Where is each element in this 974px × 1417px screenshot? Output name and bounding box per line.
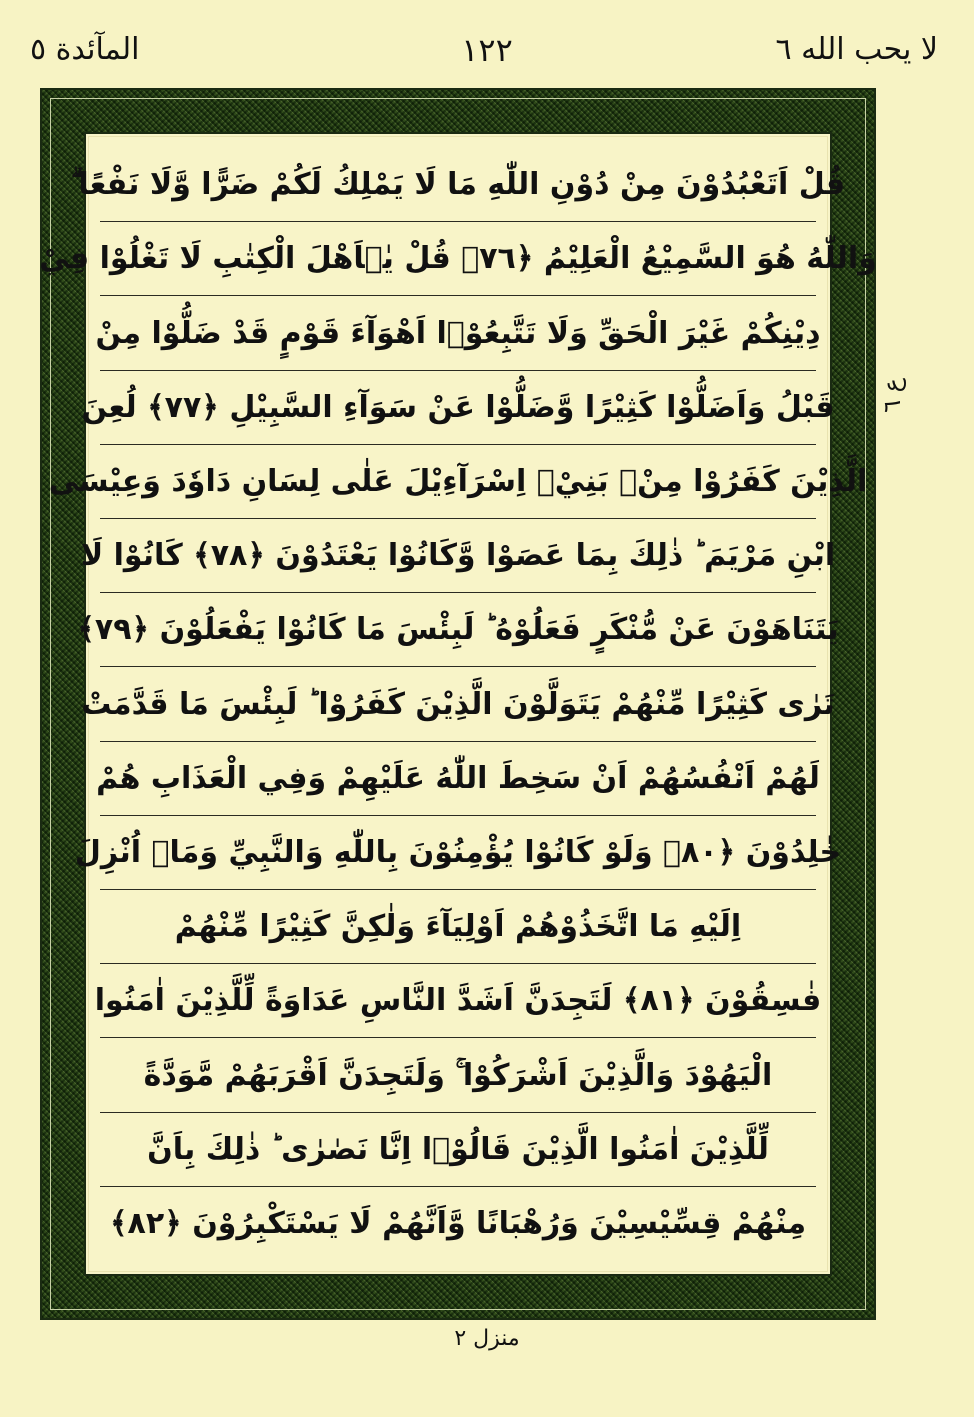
verse-line: تَرٰى كَثِيْرًا مِّنْهُمْ يَتَوَلَّوْنَ الَّذِيْنَ كَفَرُوْا ؕ لَبِئْسَ مَا قَدَّمَتْ: [100, 667, 816, 741]
verse-line: الْيَهُوْدَ وَالَّذِيْنَ اَشْرَكُوْا ۚ وَلَتَجِدَنَّ اَقْرَبَهُمْ مَّوَدَّةً: [100, 1038, 816, 1112]
verse-line: ابْنِ مَرْيَمَ ؕ ذٰلِكَ بِمَا عَصَوْا وَّكَانُوْا يَعْتَدُوْنَ ﴿٧٨﴾ كَانُوْا لَا: [100, 519, 816, 593]
verse-line: قُلْ اَتَعْبُدُوْنَ مِنْ دُوْنِ اللّٰهِ مَا لَا يَمْلِكُ لَكُمْ ضَرًّا وَّلَا نَفْعًا ۗ: [100, 148, 816, 222]
verse-line: وَاللّٰهُ هُوَ السَّمِيْعُ الْعَلِيْمُ ﴿٧٦﴾ قُلْ يٰۤاَهْلَ الْكِتٰبِ لَا تَغْلُوْا فِيْ: [100, 222, 816, 296]
verse-line: فٰسِقُوْنَ ﴿٨١﴾ لَتَجِدَنَّ اَشَدَّ النَّاسِ عَدَاوَةً لِّلَّذِيْنَ اٰمَنُوا: [100, 964, 816, 1038]
verse-line: اِلَيْهِ مَا اتَّخَذُوْهُمْ اَوْلِيَآءَ وَلٰكِنَّ كَثِيْرًا مِّنْهُمْ: [100, 890, 816, 964]
manzil-label: منزل ٢: [454, 1326, 520, 1351]
juz-title: لا يحب الله ٦: [775, 32, 938, 67]
surah-title: المآئدة ٥: [30, 32, 140, 67]
verse-line: الَّذِيْنَ كَفَرُوْا مِنْۢ بَنِيْۤ اِسْرَآءِيْلَ عَلٰى لِسَانِ دَاوٗدَ وَعِيْسَى: [100, 445, 816, 519]
verse-line: دِيْنِكُمْ غَيْرَ الْحَقِّ وَلَا تَتَّبِعُوْۤا اَهْوَآءَ قَوْمٍ قَدْ ضَلُّوْا مِنْ: [100, 296, 816, 370]
verse-lines: [39, 148, 877, 1260]
ornamental-border: [40, 88, 876, 1320]
verse-line: يَتَنَاهَوْنَ عَنْ مُّنْكَرٍ فَعَلُوْهُ ؕ لَبِئْسَ مَا كَانُوْا يَفْعَلُوْنَ ﴿٧٩﴾: [100, 593, 816, 667]
page-number: ١٢٢: [461, 31, 513, 69]
verse-line: قَبْلُ وَاَضَلُّوْا كَثِيْرًا وَّضَلُّوْا عَنْ سَوَآءِ السَّبِيْلِ ﴿٧٧﴾ لُعِنَ: [100, 371, 816, 445]
verse-line: خٰلِدُوْنَ ﴿٨٠﴾ وَلَوْ كَانُوْا يُؤْمِنُوْنَ بِاللّٰهِ وَالنَّبِيِّ وَمَاۤ اُنْزِلَ: [100, 816, 816, 890]
verse-line: مِنْهُمْ قِسِّيْسِيْنَ وَرُهْبَانًا وَّاَنَّهُمْ لَا يَسْتَكْبِرُوْنَ ﴿٨٢﴾: [109, 1205, 807, 1241]
ruku-marker: ع ٦: [878, 378, 906, 413]
verse-text-panel: [39, 132, 877, 1276]
verse-line: لَهُمْ اَنْفُسُهُمْ اَنْ سَخِطَ اللّٰهُ عَلَيْهِمْ وَفِي الْعَذَابِ هُمْ: [100, 742, 816, 816]
verse-line: لِّلَّذِيْنَ اٰمَنُوا الَّذِيْنَ قَالُوْۤا اِنَّا نَصٰرٰى ؕ ذٰلِكَ بِاَنَّ: [100, 1113, 816, 1187]
